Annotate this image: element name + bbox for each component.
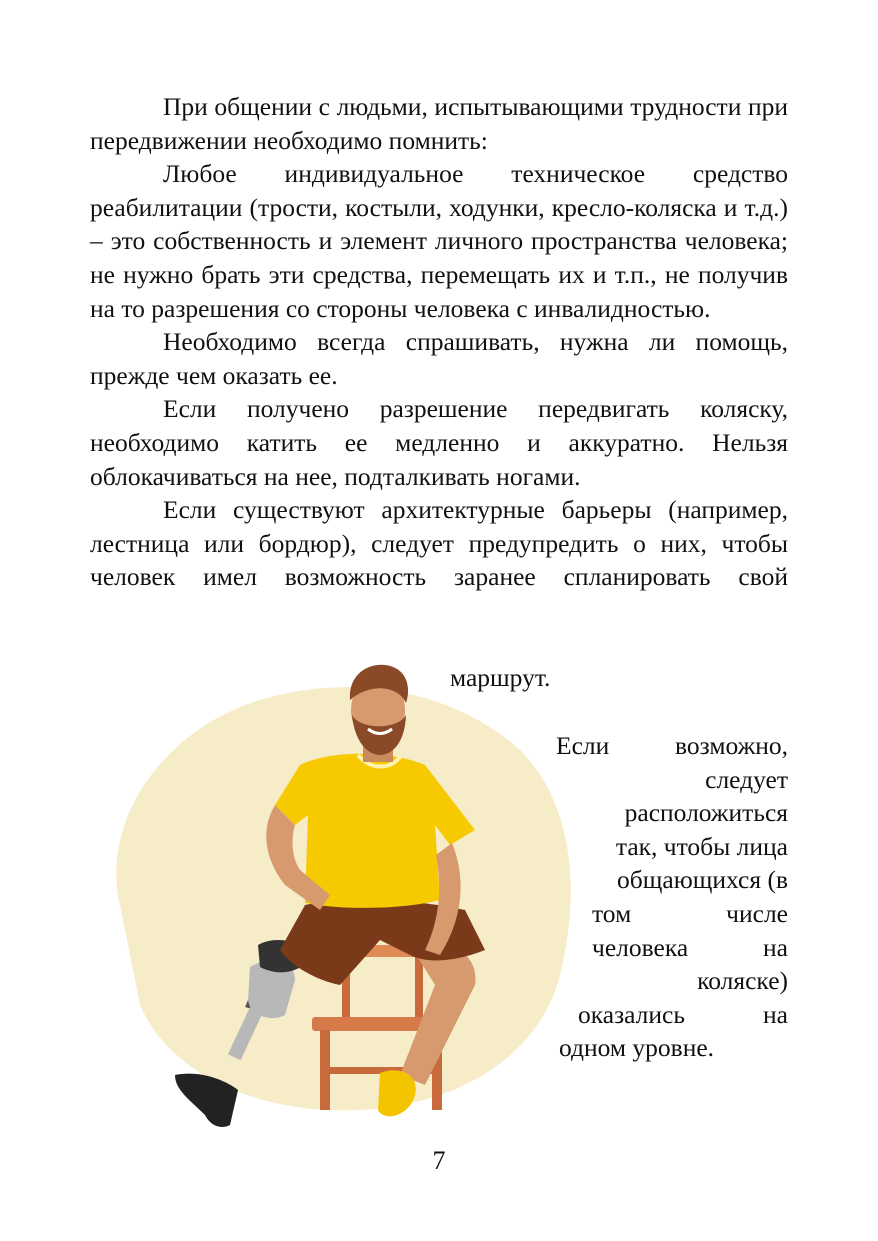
side-word: на [763, 999, 788, 1029]
side-word: оказались [578, 999, 686, 1029]
side-line-7 [556, 931, 788, 965]
side-word: возможно, [675, 731, 788, 760]
side-line-1 [556, 729, 788, 763]
paragraph-intro: При общении с людьми, испытывающими трудности при передвижении необходимо помнить: [90, 92, 788, 155]
paragraph-ask-help: Необходимо всегда спрашивать, нужна ли помощь, прежде чем оказать ее. [90, 327, 788, 390]
seated-man-illustration [80, 655, 580, 1135]
side-line-6 [556, 897, 788, 931]
side-line-10: одном уровне. [559, 1033, 715, 1063]
paragraph-barriers-end: маршрут. [450, 663, 551, 692]
side-paragraph [556, 729, 788, 1065]
page-number: 7 [432, 1146, 446, 1175]
main-text-block [90, 90, 788, 594]
side-line-4: так, чтобы лица [615, 831, 788, 861]
side-line-9 [556, 998, 788, 1032]
side-line-3: расположиться [624, 798, 788, 828]
side-word: числе [726, 898, 788, 928]
side-line-8: коляске) [697, 966, 788, 996]
side-word: том [592, 898, 632, 928]
paragraph-personal-space: Любое индивидуальное техническое средство реабилитации (трости, костыли, ходунки, кресло-коляска и т.д.) – это собственность и элемент личного пространства человека; не нужно брать эти средства, перемещать их и т.п., не получив на то разрешения со стороны человека с инвалидностью. [90, 159, 788, 323]
paragraph-wheelchair: Если получено разрешение передвигать коляску, необходимо катить ее медленно и аккуратно. Нельзя облокачиваться на нее, подталкивать ногами. [90, 394, 788, 491]
side-word: на [763, 932, 788, 962]
paragraph-barriers: Если существуют архитектурные барьеры (например, лестница или бордюр), следует предупредить о них, чтобы человек имел возможность заранее спланировать свой [90, 495, 788, 592]
side-word: человека [592, 932, 689, 962]
side-line-5: общающихся (в [617, 865, 788, 895]
side-line-2: следует [705, 764, 788, 794]
side-word: Если [556, 731, 610, 760]
